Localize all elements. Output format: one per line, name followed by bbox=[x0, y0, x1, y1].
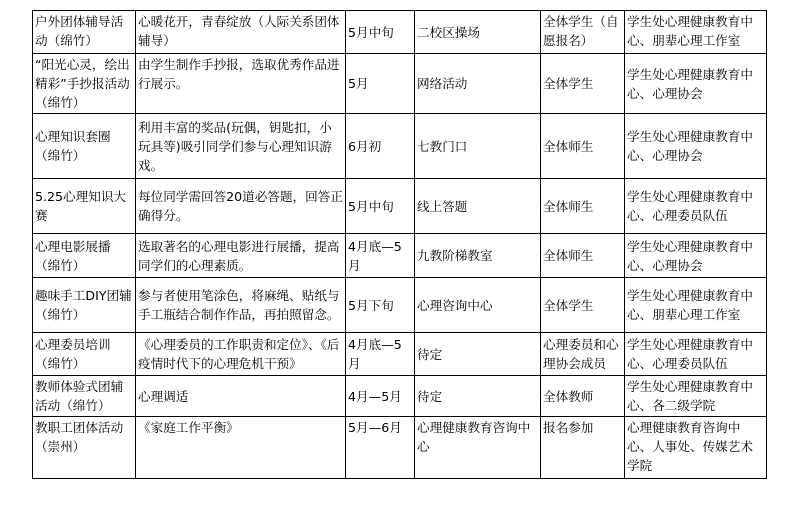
activity-organizer-cell: 学生处心理健康教育中心、朋辈心理工作室 bbox=[625, 11, 767, 54]
activity-time-cell: 4月底—5月 bbox=[346, 333, 415, 376]
table-row bbox=[33, 11, 767, 54]
activity-location-cell: 网络活动 bbox=[415, 54, 541, 114]
activity-name-cell: 趣味手工DIY团辅（绵竹） bbox=[33, 278, 136, 333]
activity-name-cell: 户外团体辅导活动（绵竹） bbox=[33, 11, 136, 54]
table-row bbox=[33, 179, 767, 234]
activity-content-cell: 利用丰富的奖品(玩偶，钥匙扣，小玩具等)吸引同学们参与心理知识游戏。 bbox=[136, 114, 346, 179]
activity-organizer-cell: 学生处心理健康教育中心、朋辈心理工作室 bbox=[625, 278, 767, 333]
activity-time-cell: 4月底—5月 bbox=[346, 234, 415, 278]
activity-time-cell: 5月—6月 bbox=[346, 417, 415, 479]
activity-audience-cell: 全体教师 bbox=[541, 376, 625, 417]
activity-content-cell: 参与者使用笔涂色，将麻绳、贴纸与手工瓶结合制作作品，再拍照留念。 bbox=[136, 278, 346, 333]
activity-organizer-cell: 学生处心理健康教育中心、心理协会 bbox=[625, 54, 767, 114]
activity-content-cell: 心暖花开，青春绽放（人际关系团体辅导） bbox=[136, 11, 346, 54]
table-row bbox=[33, 54, 767, 114]
activity-location-cell: 二校区操场 bbox=[415, 11, 541, 54]
activity-name-cell: “阳光心灵，绘出精彩”手抄报活动（绵竹） bbox=[33, 54, 136, 114]
table-row bbox=[33, 333, 767, 376]
activity-audience-cell: 心理委员和心理协会成员 bbox=[541, 333, 625, 376]
table-row bbox=[33, 417, 767, 479]
activity-time-cell: 5月中旬 bbox=[346, 11, 415, 54]
activity-content-cell: 由学生制作手抄报，选取优秀作品进行展示。 bbox=[136, 54, 346, 114]
activity-name-cell: 5.25心理知识大赛 bbox=[33, 179, 136, 234]
activity-time-cell: 4月—5月 bbox=[346, 376, 415, 417]
activity-time-cell: 5月下旬 bbox=[346, 278, 415, 333]
activity-time-cell: 5月中旬 bbox=[346, 179, 415, 234]
activity-organizer-cell: 学生处心理健康教育中心、心理委员队伍 bbox=[625, 333, 767, 376]
activity-name-cell: 心理电影展播（绵竹） bbox=[33, 234, 136, 278]
table-row bbox=[33, 376, 767, 417]
activity-location-cell: 九教阶梯教室 bbox=[415, 234, 541, 278]
activity-name-cell: 教职工团体活动（崇州） bbox=[33, 417, 136, 479]
activity-audience-cell: 全体学生 bbox=[541, 54, 625, 114]
activity-audience-cell: 全体师生 bbox=[541, 179, 625, 234]
activity-audience-cell: 全体学生（自愿报名） bbox=[541, 11, 625, 54]
activity-organizer-cell: 学生处心理健康教育中心、心理协会 bbox=[625, 234, 767, 278]
activity-audience-cell: 全体师生 bbox=[541, 114, 625, 179]
activity-location-cell: 待定 bbox=[415, 376, 541, 417]
activity-schedule-table bbox=[32, 10, 767, 479]
activity-content-cell: 每位同学需回答20道必答题，回答正确得分。 bbox=[136, 179, 346, 234]
activity-location-cell: 线上答题 bbox=[415, 179, 541, 234]
activity-organizer-cell: 心理健康教育咨询中心、人事处、传媒艺术学院 bbox=[625, 417, 767, 479]
activity-content-cell: 《家庭工作平衡》 bbox=[136, 417, 346, 479]
activity-organizer-cell: 学生处心理健康教育中心、各二级学院 bbox=[625, 376, 767, 417]
activity-content-cell: 心理调适 bbox=[136, 376, 346, 417]
activity-content-cell: 选取著名的心理电影进行展播，提高同学们的心理素质。 bbox=[136, 234, 346, 278]
activity-name-cell: 心理委员培训（绵竹） bbox=[33, 333, 136, 376]
activity-audience-cell: 全体学生 bbox=[541, 278, 625, 333]
activity-location-cell: 待定 bbox=[415, 333, 541, 376]
activity-location-cell: 七教门口 bbox=[415, 114, 541, 179]
activity-time-cell: 5月 bbox=[346, 54, 415, 114]
table-body bbox=[33, 11, 767, 479]
activity-location-cell: 心理健康教育咨询中心 bbox=[415, 417, 541, 479]
table-row bbox=[33, 278, 767, 333]
activity-time-cell: 6月初 bbox=[346, 114, 415, 179]
activity-name-cell: 教师体验式团辅活动（绵竹） bbox=[33, 376, 136, 417]
activity-audience-cell: 报名参加 bbox=[541, 417, 625, 479]
activity-location-cell: 心理咨询中心 bbox=[415, 278, 541, 333]
table-row bbox=[33, 114, 767, 179]
activity-audience-cell: 全体师生 bbox=[541, 234, 625, 278]
activity-name-cell: 心理知识套圈（绵竹） bbox=[33, 114, 136, 179]
activity-organizer-cell: 学生处心理健康教育中心、心理委员队伍 bbox=[625, 179, 767, 234]
activity-organizer-cell: 学生处心理健康教育中心、心理协会 bbox=[625, 114, 767, 179]
activity-content-cell: 《心理委员的工作职责和定位》、《后疫情时代下的心理危机干预》 bbox=[136, 333, 346, 376]
table-row bbox=[33, 234, 767, 278]
